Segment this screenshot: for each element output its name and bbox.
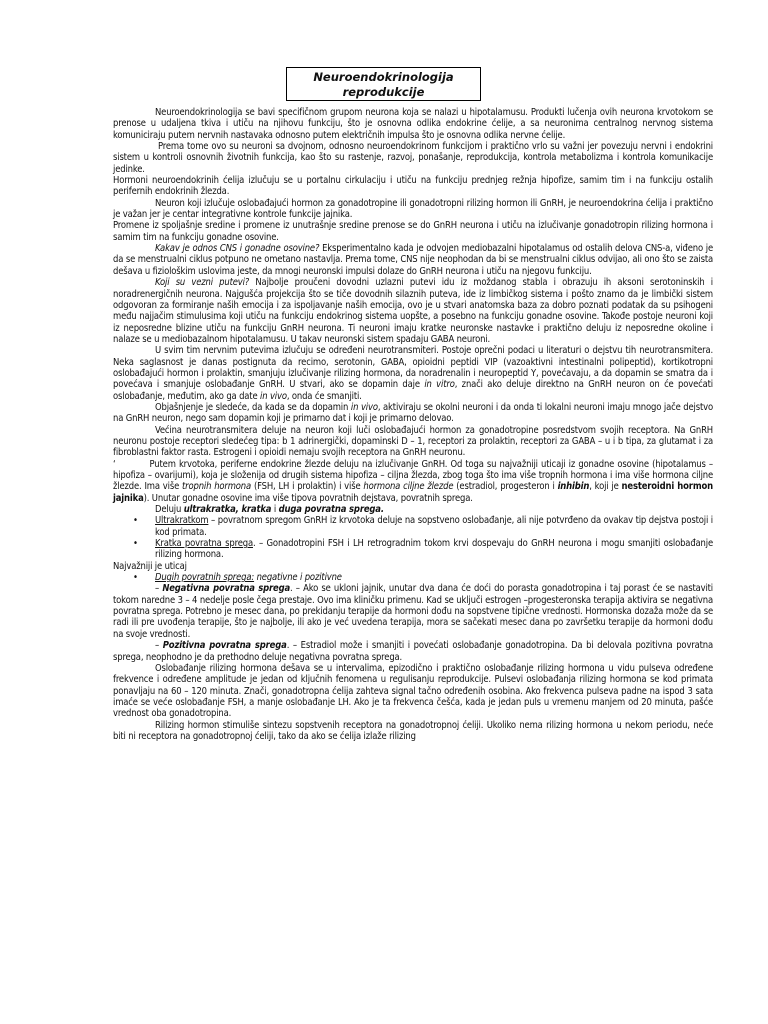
dash: – [155, 640, 163, 652]
term-in-vivo: in vivo [260, 390, 287, 402]
paragraph-3: Hormoni neuroendokrinih ćelija izlučuju se u portalnu cirkulaciju i utiču na funkciju prednjeg režnja hipofize, samim tim i na funkciju ostalih perifernih endokrinih žlezda. [113, 175, 713, 198]
paragraph-11-text-c: (estradiol, progesteron i [453, 481, 558, 493]
paragraph-6 [113, 243, 713, 277]
term-in-vitro: in vitro [424, 379, 455, 391]
paragraph-12-text-b: i [271, 504, 279, 516]
paragraph-14 [113, 583, 713, 640]
paragraph-15 [113, 640, 713, 663]
paragraph-8-text-c: , onda će smanjiti. [286, 390, 362, 402]
list-item-duga [113, 572, 713, 583]
paragraph-11-text-a: Putem krvotoka, periferne endokrine žlezde deluju na izlučivanje GnRH. Od toga su najvažniji uticaji iz gonadne osovine (hipotalamus – hipofiza – ovarijumi), koja je složenija od drugih sistema hipofiza – ciljna žlezda, zbog toga što ima više tropnih hormona i ima više hormona ciljne žlezde. Ima više [113, 458, 713, 493]
paragraph-9 [113, 402, 713, 425]
term-ultrakratkom: Ultrakratkom [155, 515, 209, 527]
term-pozitivna-sprega: Pozitivna povratna sprega [162, 640, 287, 652]
bullet-icon: • [133, 515, 138, 527]
term-negativna-sprega: Negativna povratna sprega [162, 583, 291, 595]
list-item-kratka [113, 538, 713, 561]
paragraph-12 [113, 504, 713, 515]
term-kratka-sprega: Kratka povratna sprega [155, 538, 253, 550]
term-tropni-hormoni: tropnih hormona [182, 481, 252, 493]
title-line-1: Neuroendokrinologija [313, 70, 454, 84]
question-paths: Koji su vezni putevi? [155, 277, 250, 289]
paragraph-4: Neuron koji izlučuje oslobađajući hormon za gonadotropine ili gonadotropni rilizing hormon ili GnRH, je neuroendokrina ćelija i praktično je važan jer je centar integrativne kontrole funkcije jajnika. [113, 197, 713, 221]
paragraph-7 [113, 277, 713, 345]
paragraph-11-text-b: (FSH, LH i prolaktin) i više [251, 481, 364, 493]
bullet-icon: • [133, 572, 138, 584]
paragraph-9-text-a: Objašnjenje je sledeće, da kada se da dopamin [155, 401, 351, 413]
paragraph-5: Promene iz spoljašnje sredine i promene iz unutrašnje sredine prenose se do GnRH neurona i utiču na izlučivanje gonadotropin rilizing hormona i samim tim na funkciju gonadne osovine. [113, 220, 713, 243]
title-line-2: reprodukcije [342, 85, 425, 99]
paragraph-16: Oslobađanje rilizing hormona dešava se u intervalima, epizodično i praktično oslobađanje rilizing hormona u vidu pulseva određene frekvence i određene amplitude je jedan od ključnih fenomena u regulisanju reprodukcije. Pulsevi oslobađanja rilizing hormona se kod primata ponavljaju na 60 – 120 minuta. Znači, gonadotropna ćelija zahteva signal tačno određenih osobina. Ako frekvenca pulseva padne na ispod 3 sata imaće se veće oslobađanje FSH, a manje oslobađanje LH. Ako je ta frekvenca češća, kada je jedan puls u vremenu manjem od 20 minuta, pašće vrednost oba gonadotropina. [113, 662, 713, 720]
dash: – [155, 583, 163, 595]
question-cns: Kakav je odnos CNS i gonadne osovine? [155, 243, 320, 255]
paragraph-11-text-e: ). Unutar gonadne osovine ima više tipova povratnih dejstava, povratnih sprega. [143, 492, 473, 504]
title-box [286, 67, 481, 101]
list-item-ultrakratka [113, 515, 713, 538]
paragraph-9-text-b: , aktiviraju se okolni neuroni i da onda ti lokalni neuroni imaju mnogo jače dejstvo na GnRH neuron, nego sam dopamin koji je primarno dat i koji je primarno delovao. [113, 401, 713, 425]
paragraph-8-text-a: U svim tim nervnim putevima izlučuju se određeni neurotransmiteri. Postoje oprečni podaci u literaturi o dejstvu tih neurotransmitera. Neka saglasnost je danas postignuta da recimo, serotonin, GABA, opioidni peptidi VIP (vazoaktivni intestinalni polipeptid), kortikotropni oslobađajući hormon i prolaktin, smanjuju izlučivanje rilizing hormona, da noradrenalin i neuropeptid Y, povećavaju, a da dopamin se smatra da i povećava i smanjuje oslobađanje GnRH. U stvari, ako se dopamin daje [113, 345, 713, 391]
list-item-2-text: . – Gonadotropini FSH i LH retrogradnim tokom krvi dospevaju do GnRH neurona i mogu smanjiti oslobađanje rilizing hormona. [155, 538, 713, 561]
paragraph-12-text-a: Deluju [155, 504, 184, 516]
term-nesteroidni: nesteroidni hormon jajnika [113, 481, 713, 504]
paragraph-11-text-d: , koji je [589, 481, 622, 493]
term-ultrakratka: ultrakratka, kratka [183, 504, 272, 516]
paragraph-8-text-b: , znači ako deluje direktno na GnRH neuron on će povećati oslobađanje, međutim, ako ga date [113, 379, 713, 402]
paragraph-15-text: . – Estradiol može i smanjiti i povećati oslobađanje gonadotropina. Da bi delovala pozitivna povratna sprega, neophodno je da prethodno deluje negativna povratna sprega. [113, 640, 713, 663]
paragraph-13: Najvažniji je uticaj [113, 560, 187, 572]
term-dugih-sprega: Dugih povratnih sprega: [155, 572, 255, 584]
paragraph-1: Neuroendokrinologija se bavi specifičnom grupom neurona koja se nalazi u hipotalamusu. Produkti lučenja ovih neurona krvotokom se prenose u udaljena tkiva i utiču na njihovu funkciju, što je osnovna odlika endokrine ćelije, a sa neuronima centralnog nervnog sistema komuniciraju putem nervnih nastavaka odnosno putem električnih impulsa što je osnovna odlika nervne ćelije. [113, 107, 713, 141]
list-item-3-text: negativne i pozitivne [254, 572, 342, 584]
paragraph-17: Rilizing hormon stimuliše sintezu sopstvenih receptora na gonadotropnoj ćeliji. Ukoliko nema rilizing hormona u nekom periodu, neće biti ni receptora na gonadotropnoj ćeliji, tako da ako se ćelija izlaže rilizing [113, 719, 713, 742]
paragraph-2: Prema tome ovo su neuroni sa dvojnom, odnosno neuroendokrinom funkcijom i praktično vrlo su važni jer povezuju nervni i endokrini sistem u kontroli osnovnih životnih funkcija, kao što su rastenje, razvoj, ponašanje, reprodukcija, kontrola metabolizma i kontrola komunikacije jedinke. [113, 141, 713, 175]
body-text [113, 107, 713, 742]
term-in-vivo-2: in vivo [350, 401, 378, 413]
term-duga-sprega: duga povratna sprega. [278, 504, 384, 516]
paragraph-14-text: . – Ako se ukloni jajnik, unutar dva dana će doći do porasta gonadotropina i taj porast će se nastaviti tokom naredne 3 – 4 nedelje posle čega prestaje. Ovo ima kliničku primenu. Kad se uključi estrogen –progesteronska terapija aktivira se negativna povratna sprega. Potrebno je mesec dana, po prekidanju terapije da hormoni dođu na sopstvene tipične vrednosti. Hormonska dozaža može da se radi ili pre uvođenja terapije, što je najbolje, ili ako je već uvedena terapija, mora se sačekati mesec dana po završetku terapije da hormoni dođu na svoje vrednosti. [113, 583, 713, 640]
stray-mark: ‘ [113, 458, 116, 470]
term-hormoni-ciljne-zlezde: hormona ciljne žlezde [363, 481, 454, 493]
paragraph-8 [113, 345, 713, 402]
term-inhibin: inhibin [557, 481, 590, 493]
list-item-1-text: – povratnom spregom GnRH iz krvotoka deluje na sopstveno oslobađanje, ali nije potvrđeno da ovakav tip dejstva postoji i kod primata. [155, 515, 713, 538]
paragraph-6-text: Eksperimentalno kada je odvojen mediobazalni hipotalamus od ostalih delova CNS-a, viđeno je da se menstrualni ciklus potpuno ne ometano nastavlja. Prema tome, CNS nije neophodan da bi se menstrualni ciklus odvijao, ali ono što se zaista dešava u fiziološkim uslovima jeste, da mnogi neuronski impulsi dolaze do GnRH neurona i utiču na njegovu funkciju. [113, 243, 713, 277]
paragraph-10: Većina neurotransmitera deluje na neuron koji luči oslobađajući hormon za gonadotropine posredstvom svojih receptora. Na GnRH neuronu postoje receptori sledećeg tipa: b 1 adrinergički, dopaminski D – 1, receptori za prolaktin, receptori za GABA – u i b tipa, za glutamat i za fibroblastni faktor rasta. Estrogeni i opioidi nemaju svojih receptora na GnRH neuronu. [113, 424, 713, 459]
paragraph-11 [113, 459, 713, 504]
bullet-icon: • [133, 538, 138, 550]
paragraph-7-text: Najbolje proučeni dovodni uzlazni putevi idu iz moždanog stabla i obrazuju ih aksoni serotoninskih i noradrenergičnih neurona. Najgušća projekcija što se tiče dovodnih silaznih puteva, ide iz limbičkog sistema i pošto znamo da je limbički sistem odgovoran za formiranje naših emocija i za ispoljavanje naših emocija, ovo je u stvari anatomska baza za dobro poznati podatak da su psihogeni među najjačim stimulusima koji utiču na funkciju endokrinog sistema uopšte, a posebno na funkciju gonadne osovine. Takođe postoje neuroni koji iz neposredne blizine utiču na funkciju GnRH neurona. Ti neuroni imaju kratke neuronske nastavke i praktično deluju iz neposredne okoline i nalaze se u mediobazalnom hipotalamusu. U takav neuronski sistem spadaju GABA neuroni. [113, 277, 713, 345]
